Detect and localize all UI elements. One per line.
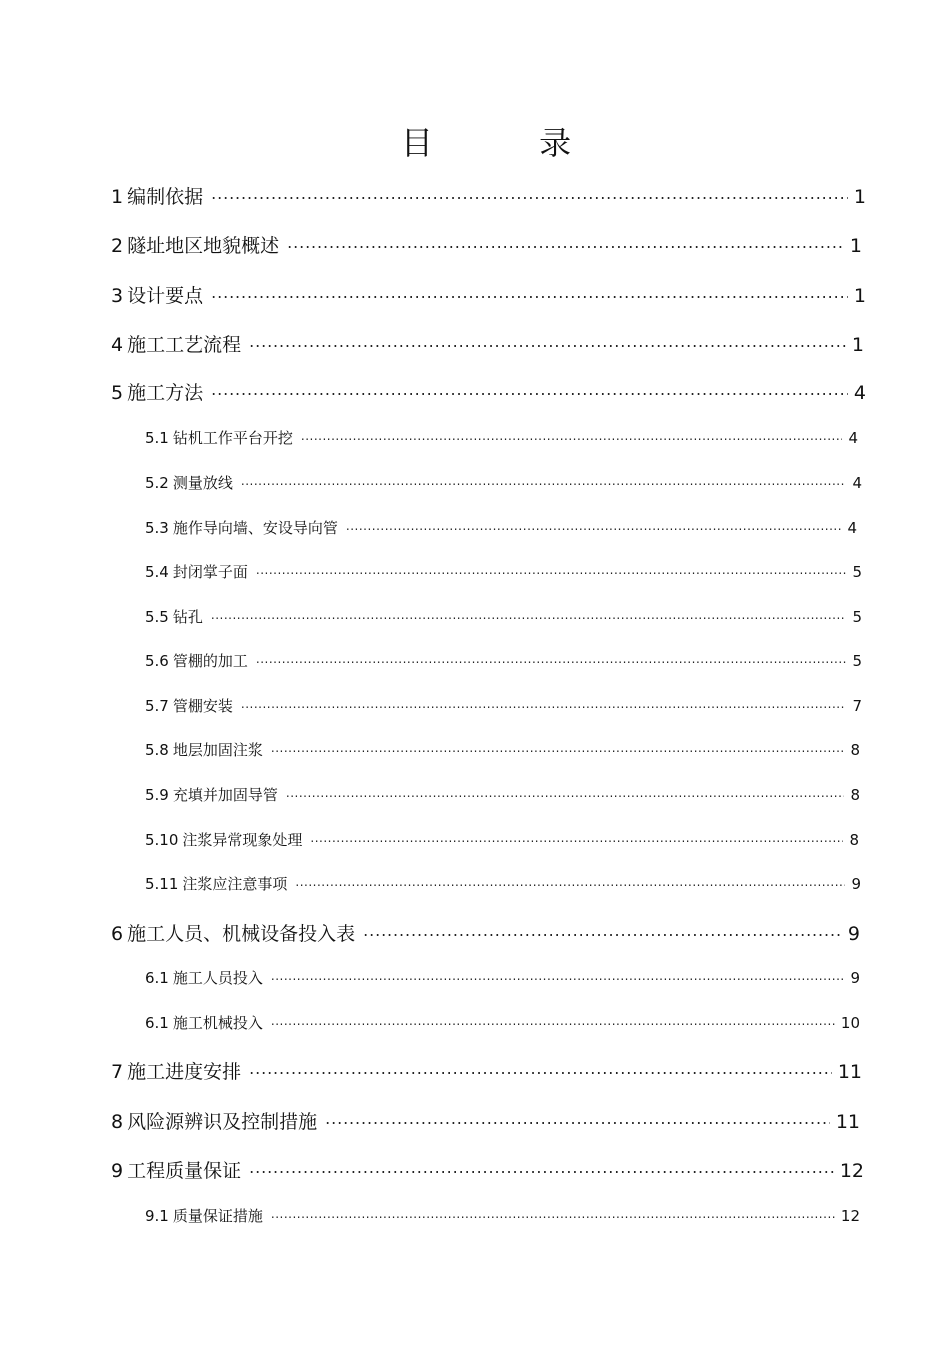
toc-entry-label: 管棚的加工 xyxy=(172,652,248,670)
toc-subentry[interactable] xyxy=(145,873,861,894)
toc-entry-page-number: 1 xyxy=(849,235,862,257)
toc-subentry[interactable] xyxy=(145,606,862,627)
toc-subentry[interactable] xyxy=(145,695,862,716)
toc-entry-number: 6 xyxy=(111,923,124,945)
toc-entry-label: 钻孔 xyxy=(172,608,203,626)
toc-entry-label: 注浆应注意事项 xyxy=(182,875,288,893)
toc-subentry[interactable] xyxy=(145,784,860,805)
toc-entry-number: 5.7 xyxy=(145,697,169,715)
toc-subentry[interactable] xyxy=(145,1012,860,1033)
toc-entry-number: 1 xyxy=(111,186,124,208)
dot-leader xyxy=(211,283,848,302)
toc-entry-number: 8 xyxy=(111,1111,124,1133)
toc-entry-label: 施工人员、机械设备投入表 xyxy=(127,923,356,945)
toc-entry-label: 编制依据 xyxy=(127,186,204,208)
toc-entry-page-number: 4 xyxy=(853,382,866,404)
toc-subentry[interactable] xyxy=(145,517,857,538)
toc-entry-label: 施工进度安排 xyxy=(127,1061,242,1083)
toc-subentry[interactable] xyxy=(145,650,862,671)
dot-leader xyxy=(271,740,845,755)
dot-leader xyxy=(256,651,847,666)
toc-entry-page-number: 1 xyxy=(853,285,866,307)
dot-leader xyxy=(241,696,847,711)
toc-entry-page-number: 12 xyxy=(840,1207,860,1225)
toc-entry-page-number: 5 xyxy=(852,608,862,626)
toc-entry[interactable] xyxy=(111,1057,862,1084)
dot-leader xyxy=(310,830,843,845)
dot-leader xyxy=(241,473,847,488)
toc-subentry[interactable] xyxy=(145,561,862,582)
dot-leader xyxy=(256,562,847,577)
dot-leader xyxy=(301,428,843,443)
toc-entry-page-number: 8 xyxy=(850,741,860,759)
dot-leader xyxy=(249,1158,834,1177)
toc-entry-page-number: 9 xyxy=(847,923,860,945)
dot-leader xyxy=(211,380,848,399)
toc-entry-page-number: 1 xyxy=(853,186,866,208)
toc-entry-label: 设计要点 xyxy=(127,285,204,307)
toc-title: 目 录 xyxy=(400,124,620,162)
toc-entry-page-number: 4 xyxy=(848,429,858,447)
toc-entry-number: 5.3 xyxy=(145,519,169,537)
dot-leader xyxy=(271,968,845,983)
toc-entry-label: 封闭掌子面 xyxy=(172,563,248,581)
toc-subentry[interactable] xyxy=(145,1205,860,1226)
toc-entry-label: 测量放线 xyxy=(172,474,233,492)
toc-entry-number: 6.1 xyxy=(145,1014,169,1032)
dot-leader xyxy=(325,1109,830,1128)
toc-entry-label: 施作导向墙、安设导向管 xyxy=(172,519,338,537)
toc-entry-number: 5.5 xyxy=(145,608,169,626)
toc-entry-page-number: 12 xyxy=(839,1160,864,1182)
dot-leader xyxy=(249,332,846,351)
toc-entry-number: 5.6 xyxy=(145,652,169,670)
toc-entry-number: 5.11 xyxy=(145,875,179,893)
toc-entry-number: 5.2 xyxy=(145,474,169,492)
dot-leader xyxy=(271,1013,835,1028)
toc-subentry[interactable] xyxy=(145,472,862,493)
toc-entry[interactable] xyxy=(111,182,866,209)
dot-leader xyxy=(249,1059,832,1078)
toc-entry-page-number: 8 xyxy=(850,786,860,804)
toc-entry-number: 3 xyxy=(111,285,124,307)
toc-subentry[interactable] xyxy=(145,967,860,988)
toc-entry[interactable] xyxy=(111,919,860,946)
toc-entry-label: 施工机械投入 xyxy=(172,1014,263,1032)
toc-subentry[interactable] xyxy=(145,427,858,448)
toc-entry-number: 9 xyxy=(111,1160,124,1182)
toc-entry-page-number: 11 xyxy=(835,1111,860,1133)
toc-entry[interactable] xyxy=(111,231,862,258)
toc-entry-label: 工程质量保证 xyxy=(127,1160,242,1182)
toc-entry-label: 施工工艺流程 xyxy=(127,334,242,356)
toc-entry[interactable] xyxy=(111,330,864,357)
toc-subentry[interactable] xyxy=(145,829,859,850)
toc-entry-number: 6.1 xyxy=(145,969,169,987)
toc-entry-label: 充填并加固导管 xyxy=(172,786,278,804)
toc-entry[interactable] xyxy=(111,378,866,405)
toc-entry-page-number: 5 xyxy=(852,652,862,670)
toc-entry-number: 5.1 xyxy=(145,429,169,447)
dot-leader xyxy=(295,874,845,889)
toc-entry-label: 质量保证措施 xyxy=(172,1207,263,1225)
toc-entry-label: 风险源辨识及控制措施 xyxy=(127,1111,318,1133)
toc-entry-label: 施工人员投入 xyxy=(172,969,263,987)
dot-leader xyxy=(286,785,845,800)
dot-leader xyxy=(271,1206,835,1221)
toc-entry-number: 7 xyxy=(111,1061,124,1083)
dot-leader xyxy=(363,921,842,940)
toc-entry-number: 5 xyxy=(111,382,124,404)
toc-subentry[interactable] xyxy=(145,739,860,760)
toc-entry-page-number: 11 xyxy=(837,1061,862,1083)
dot-leader xyxy=(287,233,844,252)
toc-entry-page-number: 10 xyxy=(840,1014,860,1032)
toc-entry-number: 4 xyxy=(111,334,124,356)
toc-entry[interactable] xyxy=(111,1107,860,1134)
toc-entry-page-number: 1 xyxy=(851,334,864,356)
toc-entry-label: 施工方法 xyxy=(127,382,204,404)
toc-entry-label: 隧址地区地貌概述 xyxy=(127,235,280,257)
dot-leader xyxy=(346,518,842,533)
toc-entry-page-number: 4 xyxy=(852,474,862,492)
toc-entry-label: 管棚安装 xyxy=(172,697,233,715)
toc-entry-label: 钻机工作平台开挖 xyxy=(172,429,293,447)
toc-entry-label: 地层加固注浆 xyxy=(172,741,263,759)
toc-entry-page-number: 5 xyxy=(852,563,862,581)
toc-entry[interactable] xyxy=(111,281,866,308)
toc-entry-number: 5.8 xyxy=(145,741,169,759)
toc-entry-page-number: 7 xyxy=(852,697,862,715)
toc-entry-number: 2 xyxy=(111,235,124,257)
toc-entry-number: 5.4 xyxy=(145,563,169,581)
toc-entry-page-number: 9 xyxy=(851,875,861,893)
toc-entry-page-number: 8 xyxy=(849,831,859,849)
toc-entry-label: 注浆异常现象处理 xyxy=(182,831,303,849)
toc-entry[interactable] xyxy=(111,1156,864,1183)
toc-entry-page-number: 9 xyxy=(850,969,860,987)
toc-entry-page-number: 4 xyxy=(847,519,857,537)
dot-leader xyxy=(211,184,848,203)
toc-entry-number: 5.9 xyxy=(145,786,169,804)
dot-leader xyxy=(211,607,847,622)
toc-entry-number: 9.1 xyxy=(145,1207,169,1225)
toc-entry-number: 5.10 xyxy=(145,831,179,849)
